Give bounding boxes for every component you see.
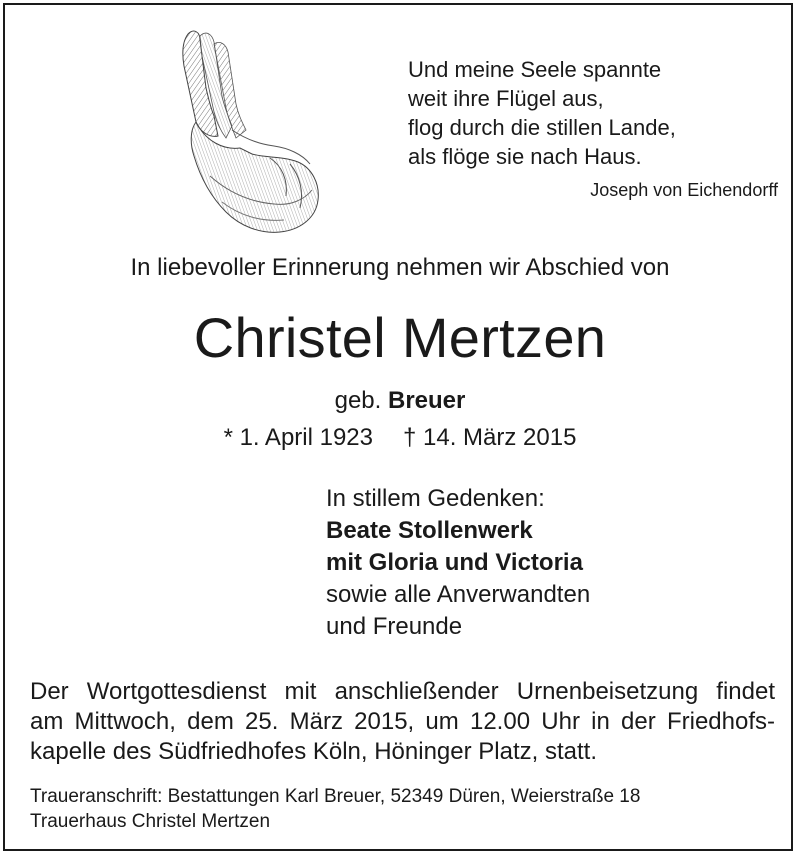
mourners-heading: In stillem Gedenken:	[326, 485, 545, 512]
mourners-others: und Freunde	[326, 613, 463, 640]
poem-line: Und meine Seele spannte	[408, 57, 662, 82]
mourning-address	[30, 784, 775, 834]
birth-name	[0, 387, 800, 415]
life-dates	[0, 424, 800, 452]
service-line: am Mittwoch, dem 25. März 2015, um 12.00 Uhr in der Friedhofs-	[30, 708, 775, 735]
poem-line: weit ihre Flügel aus,	[408, 86, 604, 111]
intro-text: In liebevoller Erinnerung nehmen wir Abschied von	[130, 254, 670, 281]
poem-author: Joseph von Eichendorff	[590, 180, 778, 200]
mourner-name: Beate Stollenwerk	[326, 517, 533, 544]
poem-line: als flöge sie nach Haus.	[408, 144, 642, 169]
deceased-name: Christel Mertzen	[193, 306, 607, 369]
death-date: † 14. März 2015	[403, 424, 577, 451]
birth-date: * 1. April 1923	[223, 424, 373, 451]
poem	[408, 55, 778, 171]
birth-prefix: geb.	[334, 387, 382, 414]
service-line: kapelle des Südfriedhofes Köln, Höninger Platz, statt.	[30, 738, 597, 765]
service-info	[30, 677, 775, 767]
mourner-name: mit Gloria und Victoria	[326, 549, 583, 576]
mourners	[326, 483, 590, 643]
mourners-others: sowie alle Anverwandten	[326, 581, 591, 608]
maiden-name: Breuer	[388, 387, 466, 414]
service-line: Der Wortgottesdienst mit anschließender Urnenbeisetzung findet	[30, 678, 775, 705]
address-line: Trauerhaus Christel Mertzen	[30, 811, 271, 832]
poem-line: flog durch die stillen Lande,	[408, 115, 676, 140]
address-line: Traueranschrift: Bestattungen Karl Breuer, 52349 Düren, Weierstraße 18	[30, 786, 641, 807]
praying-hands-icon	[170, 26, 325, 236]
